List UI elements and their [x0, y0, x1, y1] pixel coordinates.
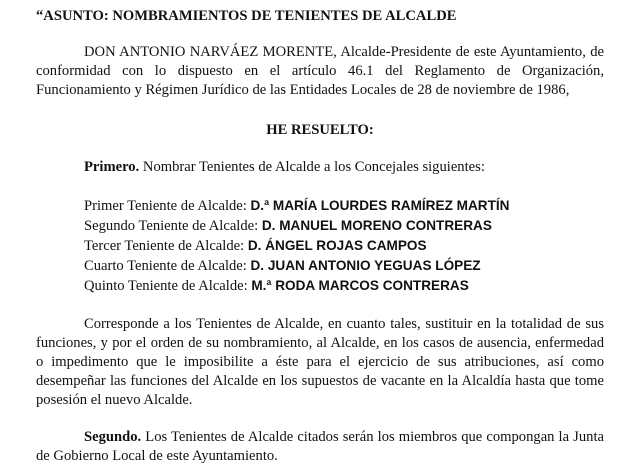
corresponde-paragraph: Corresponde a los Tenientes de Alcalde, en cuanto tales, sustituir en la totalidad de sus funciones, y por el orden de su nombramiento, al Alcalde, en los casos de ausencia, enfermedad o impedimento que le imposibilite a éste para el ejercicio de sus atribuciones, así como desempeñar las funciones del Alcalde en los supuestos de vacante en la Alcaldía hasta que tome posesión el nuevo Alcalde.: [36, 316, 604, 408]
resolution-heading: HE RESUELTO:: [266, 122, 374, 138]
teniente-item-4: [84, 256, 604, 276]
teniente-role: Segundo Teniente de Alcalde:: [84, 218, 262, 234]
segundo-text: Los Tenientes de Alcalde citados serán los miembros que compongan la Junta de Gobierno Local de este Ayuntamiento.: [36, 429, 604, 464]
teniente-name: M.ª RODA MARCOS CONTRERAS: [251, 278, 469, 293]
teniente-name: D. ÁNGEL ROJAS CAMPOS: [247, 238, 427, 253]
teniente-role: Primer Teniente de Alcalde:: [84, 198, 251, 214]
primero-label: Primero.: [84, 159, 140, 175]
teniente-role: Tercer Teniente de Alcalde:: [84, 238, 248, 254]
teniente-role: Quinto Teniente de Alcalde:: [84, 278, 252, 294]
teniente-item-3: [84, 236, 604, 256]
segundo-label: Segundo.: [84, 429, 142, 445]
document-title: “ASUNTO: NOMBRAMIENTOS DE TENIENTES DE ALCALDE: [36, 8, 457, 24]
teniente-item-5: [84, 276, 604, 296]
teniente-name: D.ª MARÍA LOURDES RAMÍREZ MARTÍN: [250, 198, 510, 213]
intro-paragraph: DON ANTONIO NARVÁEZ MORENTE, Alcalde-Presidente de este Ayuntamiento, de conformidad con lo dispuesto en el artículo 46.1 del Reglamento de Organización, Funcionamiento y Régimen Jurídico de las Entidades Locales de 28 de noviembre de 1986,: [36, 44, 604, 98]
segundo-paragraph: [36, 428, 604, 466]
teniente-item-1: [84, 196, 604, 216]
teniente-item-2: [84, 216, 604, 236]
document-body: [36, 7, 604, 466]
teniente-name: D. JUAN ANTONIO YEGUAS LÓPEZ: [250, 258, 481, 273]
tenientes-list: [84, 196, 604, 296]
teniente-name: D. MANUEL MORENO CONTRERAS: [261, 218, 492, 233]
primero-paragraph: [36, 158, 604, 177]
teniente-role: Cuarto Teniente de Alcalde:: [84, 258, 251, 274]
primero-text: Nombrar Tenientes de Alcalde a los Concejales siguientes:: [139, 159, 485, 175]
